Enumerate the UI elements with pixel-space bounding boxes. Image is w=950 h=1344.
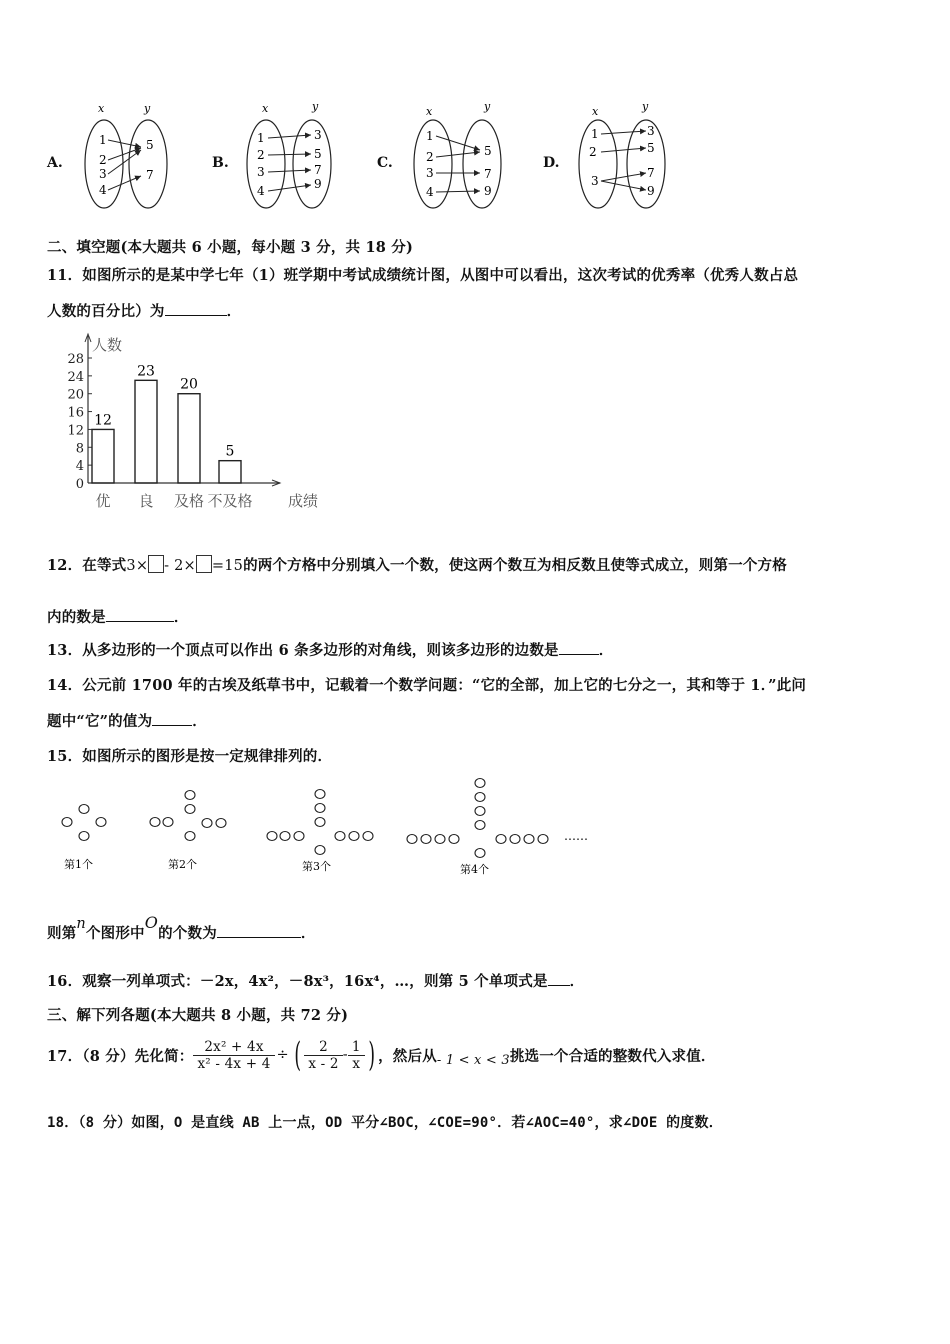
- x-category-label: 不及格: [207, 492, 253, 510]
- x-value: 4: [99, 183, 107, 197]
- x-value: 1: [99, 133, 107, 147]
- y-value: 5: [647, 141, 655, 155]
- circle-pattern-figure: [50, 772, 610, 882]
- bar-value-label: 23: [137, 363, 155, 380]
- q14-line2-text: 题中“它”的值为: [47, 713, 153, 730]
- q14-line2: 题中“它”的值为 ．: [47, 713, 207, 730]
- option-c-diagram: [408, 100, 513, 215]
- q12-line2-text: 内的数是: [47, 609, 106, 626]
- bar-value-label: 5: [225, 443, 235, 460]
- option-c-label: C.: [377, 155, 393, 171]
- q12-prefix: 12．在等式: [47, 557, 127, 574]
- section-2-title: 二、填空题(本大题共 6 小题，每小题 3 分，共 18 分): [47, 239, 414, 256]
- y-tick-label: 24: [67, 369, 84, 385]
- y-value: 5: [484, 144, 492, 158]
- x-value: 2: [257, 148, 265, 162]
- figure-caption: 第4个: [460, 863, 489, 876]
- q12-expr-c: =15: [211, 558, 244, 574]
- q17: [47, 1030, 716, 1080]
- variable-n: n: [76, 916, 86, 932]
- first-square-box[interactable]: [148, 555, 164, 573]
- x-value: 2: [99, 153, 107, 167]
- y-value: 3: [314, 128, 322, 142]
- figure-caption: 第3个: [302, 860, 331, 873]
- q13-text: 13．从多边形的一个顶点可以作出 6 条多边形的对角线，则该多边形的边数是: [47, 642, 559, 659]
- x-set-label: x: [98, 102, 105, 115]
- x-value: 2: [589, 145, 597, 159]
- range-inequality: - 1 < x < 3: [436, 1052, 510, 1068]
- y-value: 7: [314, 163, 322, 177]
- y-value: 7: [647, 166, 655, 180]
- option-a-label: A.: [47, 155, 63, 171]
- bar-value-label: 20: [180, 376, 198, 393]
- numerator: 1: [348, 1039, 365, 1056]
- answer-blank[interactable]: [165, 301, 227, 316]
- x-value: 3: [426, 166, 434, 180]
- q16: 16．观察一列单项式：－2x，4x²，－8x³，16x⁴，…，则第 5 个单项式是 ．: [47, 973, 585, 990]
- denominator: x: [352, 1055, 361, 1072]
- q11-line1: 11．如图所示的是某中学七年（1）班学期中考试成绩统计图，从图中可以看出，这次考试的优秀率（优秀人数占总: [47, 267, 799, 284]
- minus-sign: -: [342, 1047, 348, 1063]
- q16-text: 16．观察一列单项式：－2x，4x²，－8x³，16x⁴，…，则第 5 个单项式是: [47, 973, 548, 990]
- x-value: 4: [426, 185, 434, 199]
- bar: [219, 461, 241, 483]
- y-value: 7: [146, 168, 154, 182]
- denominator: x² - 4x + 4: [197, 1055, 271, 1072]
- y-value: 7: [484, 167, 492, 181]
- option-d-label: D.: [543, 155, 560, 171]
- x-value: 3: [591, 174, 599, 188]
- q15-ask-a: 则第: [47, 925, 77, 942]
- y-set-label: y: [484, 100, 491, 113]
- q12-expr-b: - 2×: [164, 558, 196, 574]
- answer-blank[interactable]: [559, 640, 599, 655]
- q14-line1: 14．公元前 1700 年的古埃及纸草书中，记载着一个数学问题：“它的全部，加上它的七分之一，其和等于 1．”此问: [47, 677, 807, 694]
- fraction-3: [348, 1039, 365, 1072]
- numerator: 2x² + 4x: [193, 1039, 274, 1056]
- x-value: 1: [591, 127, 599, 141]
- option-d-diagram: [574, 100, 674, 215]
- circle-symbol-o: O: [144, 913, 159, 932]
- answer-blank[interactable]: [217, 923, 301, 938]
- ellipsis: ……: [564, 829, 588, 843]
- x-category-label: 优: [95, 492, 111, 510]
- numerator: 2: [304, 1039, 342, 1056]
- x-value: 3: [99, 167, 107, 181]
- bar: [92, 429, 114, 483]
- q17-prefix: 17．（8 分）先化简：: [47, 1047, 194, 1065]
- bar: [135, 380, 157, 483]
- option-a-diagram: [78, 100, 178, 215]
- bar-value-label: 12: [94, 412, 112, 429]
- q12-line2: 内的数是 ．: [47, 609, 189, 626]
- figure-caption: 第2个: [168, 858, 197, 871]
- section-3-title: 三、解下列各题(本大题共 8 小题，共 72 分): [47, 1007, 349, 1024]
- y-tick-label: 0: [75, 477, 84, 492]
- score-bar-chart: [40, 330, 340, 522]
- option-b-diagram: [242, 100, 342, 215]
- answer-blank[interactable]: [106, 607, 174, 622]
- y-set-label: y: [642, 100, 649, 113]
- x-axis-label: 成绩: [287, 492, 319, 510]
- fraction-1: [193, 1039, 274, 1072]
- y-value: 9: [484, 184, 492, 198]
- y-set-label: y: [312, 100, 319, 113]
- q17-mid: ，然后从: [378, 1047, 437, 1065]
- q17-suffix: 挑选一个合适的整数代入求值．: [509, 1047, 716, 1065]
- second-square-box[interactable]: [196, 555, 212, 573]
- y-set-label: y: [144, 102, 151, 115]
- denominator: x - 2: [308, 1055, 339, 1072]
- y-axis-label: 人数: [92, 336, 123, 354]
- y-tick-label: 12: [67, 423, 84, 439]
- q11-line2-text: 人数的百分比）为: [47, 303, 165, 320]
- right-paren: ): [367, 1035, 375, 1075]
- y-value: 5: [146, 138, 154, 152]
- y-tick-label: 16: [67, 405, 84, 421]
- x-value: 1: [426, 129, 434, 143]
- divide-sign: ÷: [276, 1047, 289, 1063]
- x-value: 2: [426, 150, 434, 164]
- answer-blank[interactable]: [152, 711, 192, 726]
- y-tick-label: 28: [67, 352, 84, 367]
- q15-ask: 则第n个图形中O的个数为 ．: [47, 913, 316, 942]
- answer-blank[interactable]: [548, 971, 570, 986]
- q15-ask-c: 的个数为: [158, 925, 217, 942]
- q12-line1: [47, 554, 787, 575]
- y-value: 9: [647, 184, 655, 198]
- x-category-label: 及格: [173, 492, 205, 510]
- q13: 13．从多边形的一个顶点可以作出 6 条多边形的对角线，则该多边形的边数是 ．: [47, 642, 614, 659]
- y-tick-label: 8: [75, 441, 84, 457]
- x-set-label: x: [592, 105, 599, 118]
- q12-suffix: 的两个方格中分别填入一个数，使这两个数互为相反数且使等式成立，则第一个方格: [243, 557, 787, 574]
- bar: [178, 394, 200, 483]
- x-value: 1: [257, 131, 265, 145]
- fraction-2: [304, 1039, 342, 1072]
- y-tick-label: 4: [75, 459, 84, 475]
- y-tick-label: 20: [67, 387, 84, 403]
- q12-expr-a: 3×: [126, 558, 149, 574]
- x-set-label: x: [262, 102, 269, 115]
- q18-text: 18．（8 分）如图，O 是直线 AB 上一点，OD 平分∠BOC，∠COE=90°．若∠AOC=40°，求∠DOE 的度数．: [47, 1115, 723, 1131]
- figure-caption: 第1个: [64, 858, 93, 871]
- y-value: 9: [314, 177, 322, 191]
- q15-text: 15．如图所示的图形是按一定规律排列的．: [47, 748, 333, 765]
- x-category-label: 良: [138, 492, 154, 510]
- left-paren: (: [294, 1035, 301, 1075]
- q11-line2: 人数的百分比）为 ．: [47, 303, 242, 320]
- x-value: 3: [257, 165, 265, 179]
- y-value: 5: [314, 147, 322, 161]
- q15-ask-b: 个图形中: [85, 925, 145, 942]
- x-value: 4: [257, 184, 265, 198]
- y-value: 3: [647, 124, 655, 138]
- option-b-label: B.: [212, 155, 229, 171]
- x-set-label: x: [426, 105, 433, 118]
